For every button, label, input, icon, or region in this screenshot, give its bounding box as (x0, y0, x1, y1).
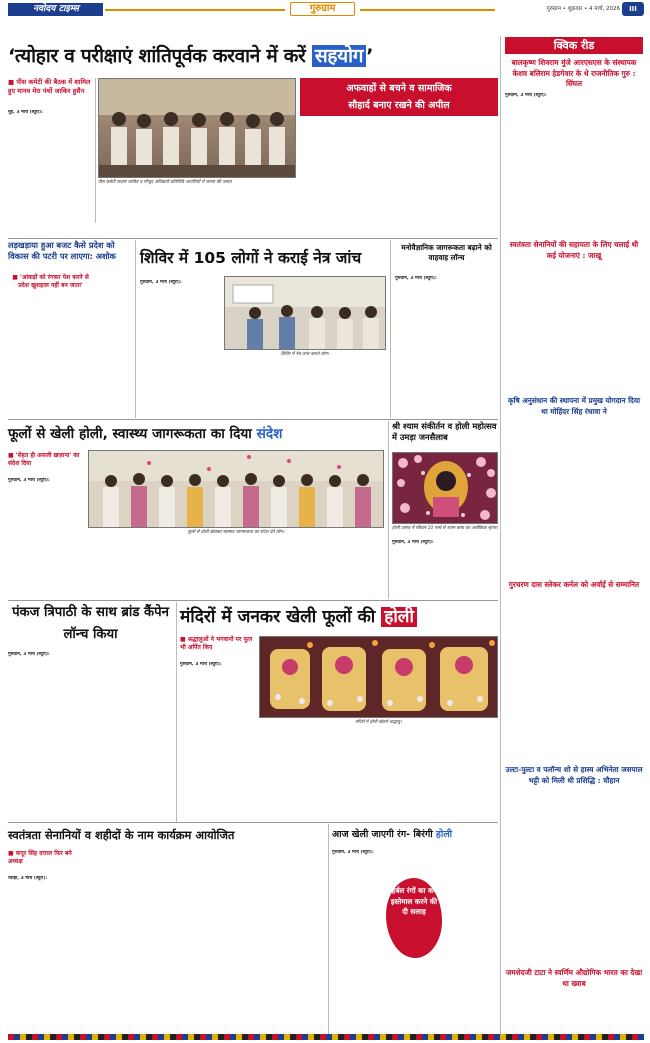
jamshedji-headline: जमशेदजी टाटा ने स्वर्णिम औद्योगिक भारत का देखा था ख्वाब (505, 968, 643, 988)
singhal-body (505, 93, 643, 235)
budget-body (8, 304, 93, 416)
peace-photo-caption: पीस कमेटी सदस्य जाकिर व मौजूद अधिकारी प्रतिनिधि आपत्तियों में जनता की जनता (98, 180, 232, 185)
holi-headline (8, 421, 394, 447)
mandir-dateline: गुरुग्राम, 3 मार्च (ब्यूरो): (180, 662, 222, 667)
gurucharan-headline: गुरचरण दास स्लेकर कर्नल को अर्वाई से सम्मानित (508, 580, 640, 589)
holi-kicker: ■ 'सेहत ही असली ख़ज़ाना' का संदेश दिया (8, 452, 80, 467)
swatantra-body-4 (241, 850, 321, 1036)
eye-camp-caption: शिविर में नेत्र जांच कराते लोग। (280, 352, 330, 357)
mandir-body-2 (259, 730, 337, 820)
aaj-dateline: गुरुग्राम, 3 मार्च (ब्यूरो): (332, 850, 374, 855)
rule-mental (390, 240, 391, 418)
peace-body-left (8, 110, 93, 230)
peace-body-right (300, 120, 498, 238)
rule-budget (135, 240, 136, 418)
rule-right (500, 36, 501, 1036)
pankaj-dateline: गुरुग्राम, 3 मार्च (ब्यूरो): (8, 652, 50, 657)
rule-aaj (328, 824, 329, 1036)
swatantra-body-2 (87, 850, 160, 1036)
mandir-body-4 (421, 730, 498, 820)
ulta-body (505, 800, 643, 965)
divider-4 (8, 822, 498, 823)
mandir-kicker: ■ श्रद्धालुओं ने भगवानों पर फूल भी अर्पित किए (180, 636, 253, 651)
mandir-headline-main: मंदिरों में जनकर खेली फूलों की (180, 607, 382, 627)
masthead-left-rule (105, 9, 285, 11)
aaj-body (332, 850, 384, 1036)
shyam-caption: होली उत्सव में रविवार 10 मार्च से श्याम बाबा का अलौकिक श्रृंगार। (392, 526, 498, 531)
eye-camp-headline: शिविर में 105 लोगों ने कराई नेत्र जांच (140, 249, 362, 267)
sainik-body (505, 264, 643, 392)
holi-body (8, 478, 83, 598)
dateline: गुरुग्राम • शुक्रवार • 4 मार्च, 2026 (546, 6, 620, 12)
mental-headline: मनोवैज्ञानिक जागरूकता बढ़ाने को वाहवाह लॉन्च (401, 243, 492, 262)
holi-photo-image (89, 451, 384, 528)
mandir-headline-accent: होली (381, 607, 417, 627)
holi-headline-accent: संदेश (256, 426, 283, 442)
eye-camp-body (140, 280, 220, 416)
divider-2 (8, 419, 498, 420)
aaj-body-2 (444, 850, 498, 1036)
holi-caption: फूलों से होली खेलकर स्वास्थ्य जागरूकता का संदेश देते लोग। (187, 530, 285, 535)
rule-left (95, 78, 96, 223)
main-headline-accent: सहयोग (312, 45, 366, 67)
krishi-headline: कृषि अनुसंधान की स्थापना में प्रमुख योगदान दिया था मोहिंदर सिंह रंधावा ने (507, 396, 641, 416)
holi-body-4 (236, 540, 306, 596)
holi-dateline: गुरुग्राम, 3 मार्च (ब्यूरो): (8, 478, 50, 483)
aaj-headline-accent: होली (435, 829, 453, 840)
masthead-right-rule (360, 9, 495, 11)
aaj-headline (332, 824, 498, 846)
krishi-body (505, 420, 643, 576)
swatantra-body-3 (164, 850, 237, 1036)
gurucharan-body (505, 604, 643, 762)
shyam-photo-image (393, 453, 498, 524)
peace-dateline: नूंह, 3 मार्च (ब्यूरो): (8, 110, 43, 115)
mandir-headline (180, 602, 498, 632)
mandir-photo-image (260, 637, 498, 718)
mandir-caption: मंदिरों में होली खेलते श्रद्धालु। (355, 720, 402, 725)
shyam-photo (392, 452, 498, 524)
singhal-dateline: गुरुग्राम, 3 मार्च (ब्यूरो): (505, 93, 547, 98)
pankaj-body (8, 652, 88, 820)
eye-camp-photo (224, 276, 386, 350)
rule-shyam (388, 421, 389, 599)
paper-name: नवोदय टाइम्स (33, 4, 79, 14)
mandir-body (180, 662, 255, 820)
shyam-dateline: गुरुग्राम, 3 मार्च (ब्यूरो): (392, 540, 434, 545)
sainik-headline: स्वतंत्रता सेनानियों की सहायता के लिए चलाई थी कई योजनाएं : जाखू (509, 240, 639, 260)
kick-reed-label: क्विक रीड (553, 39, 595, 52)
section-title: गुरुग्राम (309, 3, 336, 14)
divider-1 (8, 238, 498, 239)
aaj-callout: हर्बल रंगों का करें इस्तेमाल करने की दी सलाह (390, 886, 438, 916)
holi-body-5 (310, 540, 384, 596)
peace-photo-image (99, 79, 296, 178)
singhal-headline: बालकृष्ण शिवराम मुंजे आरएसएस के संस्थापक केशव बलिराम हेडगेवार के थे राजनीतिक गुरु : सिंघल (511, 58, 637, 88)
eye-camp-dateline: गुरुग्राम, 3 मार्च (ब्यूरो): (140, 280, 182, 285)
budget-kicker: ■ 'आंकड़ों को रंगकर पेश करने से प्रदेश खुशहाल नहीं बन जाता' (12, 274, 89, 289)
mandir-photo (259, 636, 498, 718)
peace-kicker: ■ पीस कमेटी की बैठक में शामिल हुए मानव मेरा पंचों जाकिर हुसैन (8, 78, 91, 95)
page-number: III (622, 2, 644, 16)
shyam-body (392, 540, 442, 596)
budget-body-2 (97, 276, 133, 416)
swatantra-kicker: ■ कपूर सिंह दत्ताल फिर बने अध्यक्ष (8, 850, 72, 865)
swatantra-body (8, 876, 83, 1036)
shyam-body-2 (446, 540, 498, 596)
shyam-headline: श्री श्याम संकीर्तन व होली महोत्सव में उमड़ा जनसैलाब (392, 421, 497, 442)
main-headline-part1: ‘त्योहार व परीक्षाएं शांतिपूर्वक करवाने में करें (8, 45, 312, 67)
jamshedji-body (505, 992, 643, 1036)
holi-photo (88, 450, 384, 528)
masthead (0, 0, 650, 18)
register-strip (8, 1034, 644, 1040)
ulta-headline: उल्टा-पुल्टा व पलॉन्च शो से हास्य अभिनेता जसपाल भट्टी को मिली थी प्रसिद्धि : चौहान (505, 765, 643, 785)
holi-body-2 (88, 540, 158, 596)
main-headline (8, 40, 488, 72)
swatantra-headline: स्वतंत्रता सेनानियों व शहीदों के नाम कार्यक्रम आयोजित (8, 828, 235, 842)
mental-body (395, 276, 498, 416)
holi-body-3 (162, 540, 232, 596)
peace-subhead-1: अफवाहों से बचने व सामाजिक (346, 83, 452, 94)
peace-body-bottom (98, 188, 296, 236)
holi-headline-main: फूलों से खेली होली, स्वास्थ्य जागरूकता का दिया (8, 426, 257, 442)
budget-headline: लड़खड़ाया हुआ बजट कैसे प्रदेश को विकास की पटरी पर लाएगा: अशोक (8, 240, 116, 261)
swatantra-dateline: रेवाड़ी, 3 मार्च (ब्यूरो): (8, 876, 48, 881)
pankaj-headline: पंकज त्रिपाठी के साथ ब्रांड कैंपेन लॉन्च किया (12, 605, 169, 642)
mandir-body-3 (340, 730, 418, 820)
pankaj-body-2 (92, 652, 172, 820)
divider-3 (8, 600, 498, 601)
rule-pankaj (176, 602, 177, 822)
eye-camp-body-3 (306, 360, 386, 416)
eye-camp-photo-image (225, 277, 386, 350)
peace-subhead-2: सौहार्द बनाए रखने की अपील (348, 100, 450, 111)
main-headline-part3: ’ (366, 45, 374, 67)
eye-camp-body-2 (224, 360, 302, 416)
mental-dateline: गुरुग्राम, 3 मार्च (ब्यूरो): (395, 276, 437, 281)
peace-photo (98, 78, 296, 178)
aaj-headline-main: आज खेली जाएगी रंग- बिरंगी (332, 829, 436, 840)
